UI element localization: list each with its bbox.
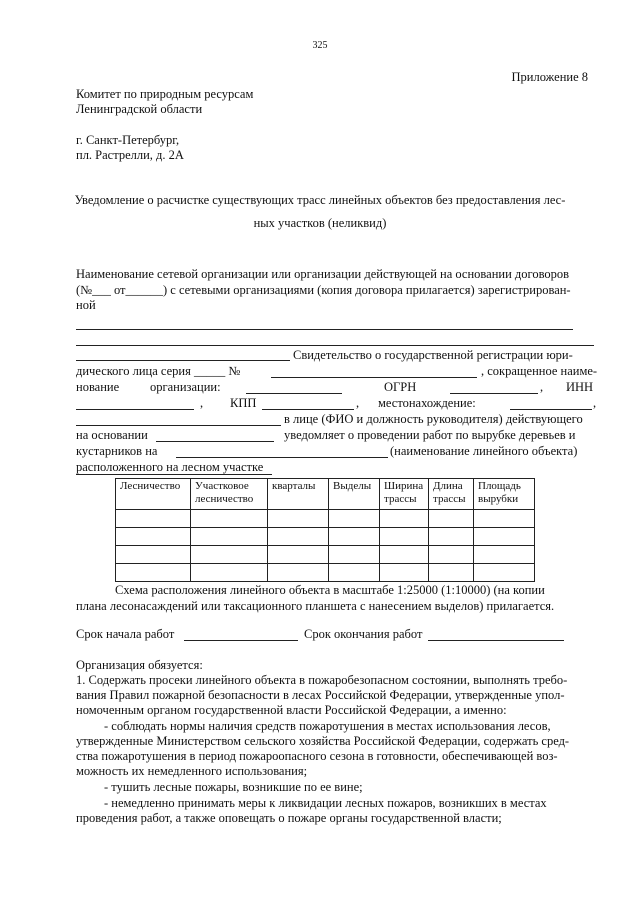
obligation-1-line-2: вания Правил пожарной безопасности в лесах Российской Федерации, утвержденные упол- [76, 688, 565, 702]
scheme-line-2: плана лесонасаждений или таксационного планшета с нанесением выделов) прилагается. [76, 599, 555, 613]
addressee-street: пл. Растрелли, д. 2А [76, 148, 184, 162]
org-line-3: ной [76, 298, 96, 312]
bullet-1-line-2: утвержденные Министерством сельского хозяйства Российской Федерации, содержать сред- [76, 734, 570, 748]
obligation-1-line-3: номоченным органом государственной власти Российской Федерации, а именно: [76, 703, 507, 717]
inn-label: ИНН [566, 380, 594, 394]
start-date-label: Срок начала работ [76, 627, 175, 641]
person-text: в лице (ФИО и должность руководителя) действующего [284, 412, 583, 426]
fill-line-underline [76, 474, 272, 475]
org-name-label-2: организации: [150, 380, 221, 394]
fill-line[interactable] [76, 425, 281, 426]
abbreviated-label: , сокращенное наиме- [481, 364, 598, 378]
addressee-city: г. Санкт-Петербург, [76, 133, 180, 147]
table-header-cell: Длина трассы [429, 479, 474, 510]
table-header-cell: Участковое лесничество [191, 479, 268, 510]
org-line-1: Наименование сетевой организации или организации действующей на основании договоров [76, 267, 570, 281]
page-number: 325 [312, 40, 328, 51]
end-date-field[interactable] [428, 640, 564, 641]
obligations-intro: Организация обязуется: [76, 658, 203, 672]
fill-line[interactable] [246, 393, 342, 394]
basis-text: уведомляет о проведении работ по вырубке деревьев и [284, 428, 576, 442]
table-row [116, 510, 535, 528]
series-label: дического лица серия _____ № [76, 364, 241, 378]
shrubs-label: кустарников на [76, 444, 158, 458]
fill-line[interactable] [176, 457, 388, 458]
ogrn-label: ОГРН [384, 380, 417, 394]
org-name-label: нование [76, 380, 120, 394]
scheme-line-1: Схема расположения линейного объекта в масштабе 1:25000 (1:10000) (на копии [115, 583, 545, 597]
appendix-label: Приложение 8 [511, 70, 588, 84]
table-header-row [116, 479, 535, 510]
table-header-cell: Лесничество [116, 479, 191, 510]
table-header-cell: кварталы [268, 479, 329, 510]
document-title-line-2: ных участков (неликвид) [253, 216, 387, 230]
location-label: местонахождение: [378, 396, 476, 410]
fill-line[interactable] [76, 345, 594, 346]
fill-line[interactable] [76, 329, 573, 330]
bullet-2: - тушить лесные пожары, возникшие по ее вине; [104, 780, 363, 794]
basis-label: на основании [76, 428, 148, 442]
kpp-label: КПП [230, 396, 257, 410]
table-row [116, 564, 535, 582]
located-label: расположенного на лесном участке [76, 460, 264, 474]
bullet-3-line-1: - немедленно принимать меры к ликвидации лесных пожаров, возникших в местах [104, 796, 547, 810]
fill-line[interactable] [510, 409, 592, 410]
fill-line[interactable] [262, 409, 354, 410]
bullet-1-line-3: ства пожаротушения в период пожароопасного сезона в готовности, обеспечивающей воз- [76, 749, 558, 763]
table-header-cell: Площадь вырубки [474, 479, 535, 510]
table-row [116, 528, 535, 546]
start-date-field[interactable] [184, 640, 298, 641]
bullet-1-line-4: можность их немедленного использования; [76, 764, 308, 778]
fill-line[interactable] [271, 377, 477, 378]
table-header-cell: Ширина трассы [380, 479, 429, 510]
bullet-3-line-2: проведения работ, а также оповещать о пожаре органы государственной власти; [76, 811, 502, 825]
fill-line[interactable] [76, 409, 194, 410]
addressee-line-2: Ленинградской области [76, 102, 203, 116]
addressee-line-1: Комитет по природным ресурсам [76, 87, 254, 101]
table-row [116, 546, 535, 564]
table-header-cell: Выделы [329, 479, 380, 510]
org-line-2: (№___ от______) с сетевыми организациями (копия договора прилагается) зарегистрирован- [76, 283, 571, 297]
obligation-1-line-1: 1. Содержать просеки линейного объекта в пожаробезопасном состоянии, выполнять требо- [76, 673, 568, 687]
fill-line[interactable] [76, 360, 290, 361]
bullet-1-line-1: - соблюдать нормы наличия средств пожаротушения в местах использования лесов, [104, 719, 551, 733]
object-name-label: (наименование линейного объекта) [390, 444, 578, 458]
fill-line[interactable] [450, 393, 538, 394]
end-date-label: Срок окончания работ [304, 627, 423, 641]
certificate-text: Свидетельство о государственной регистрации юри- [293, 348, 573, 362]
fill-line[interactable] [156, 441, 274, 442]
document-title-line-1: Уведомление о расчистке существующих трасс линейных объектов без предоставления лес- [74, 193, 566, 207]
plot-table [115, 478, 535, 582]
